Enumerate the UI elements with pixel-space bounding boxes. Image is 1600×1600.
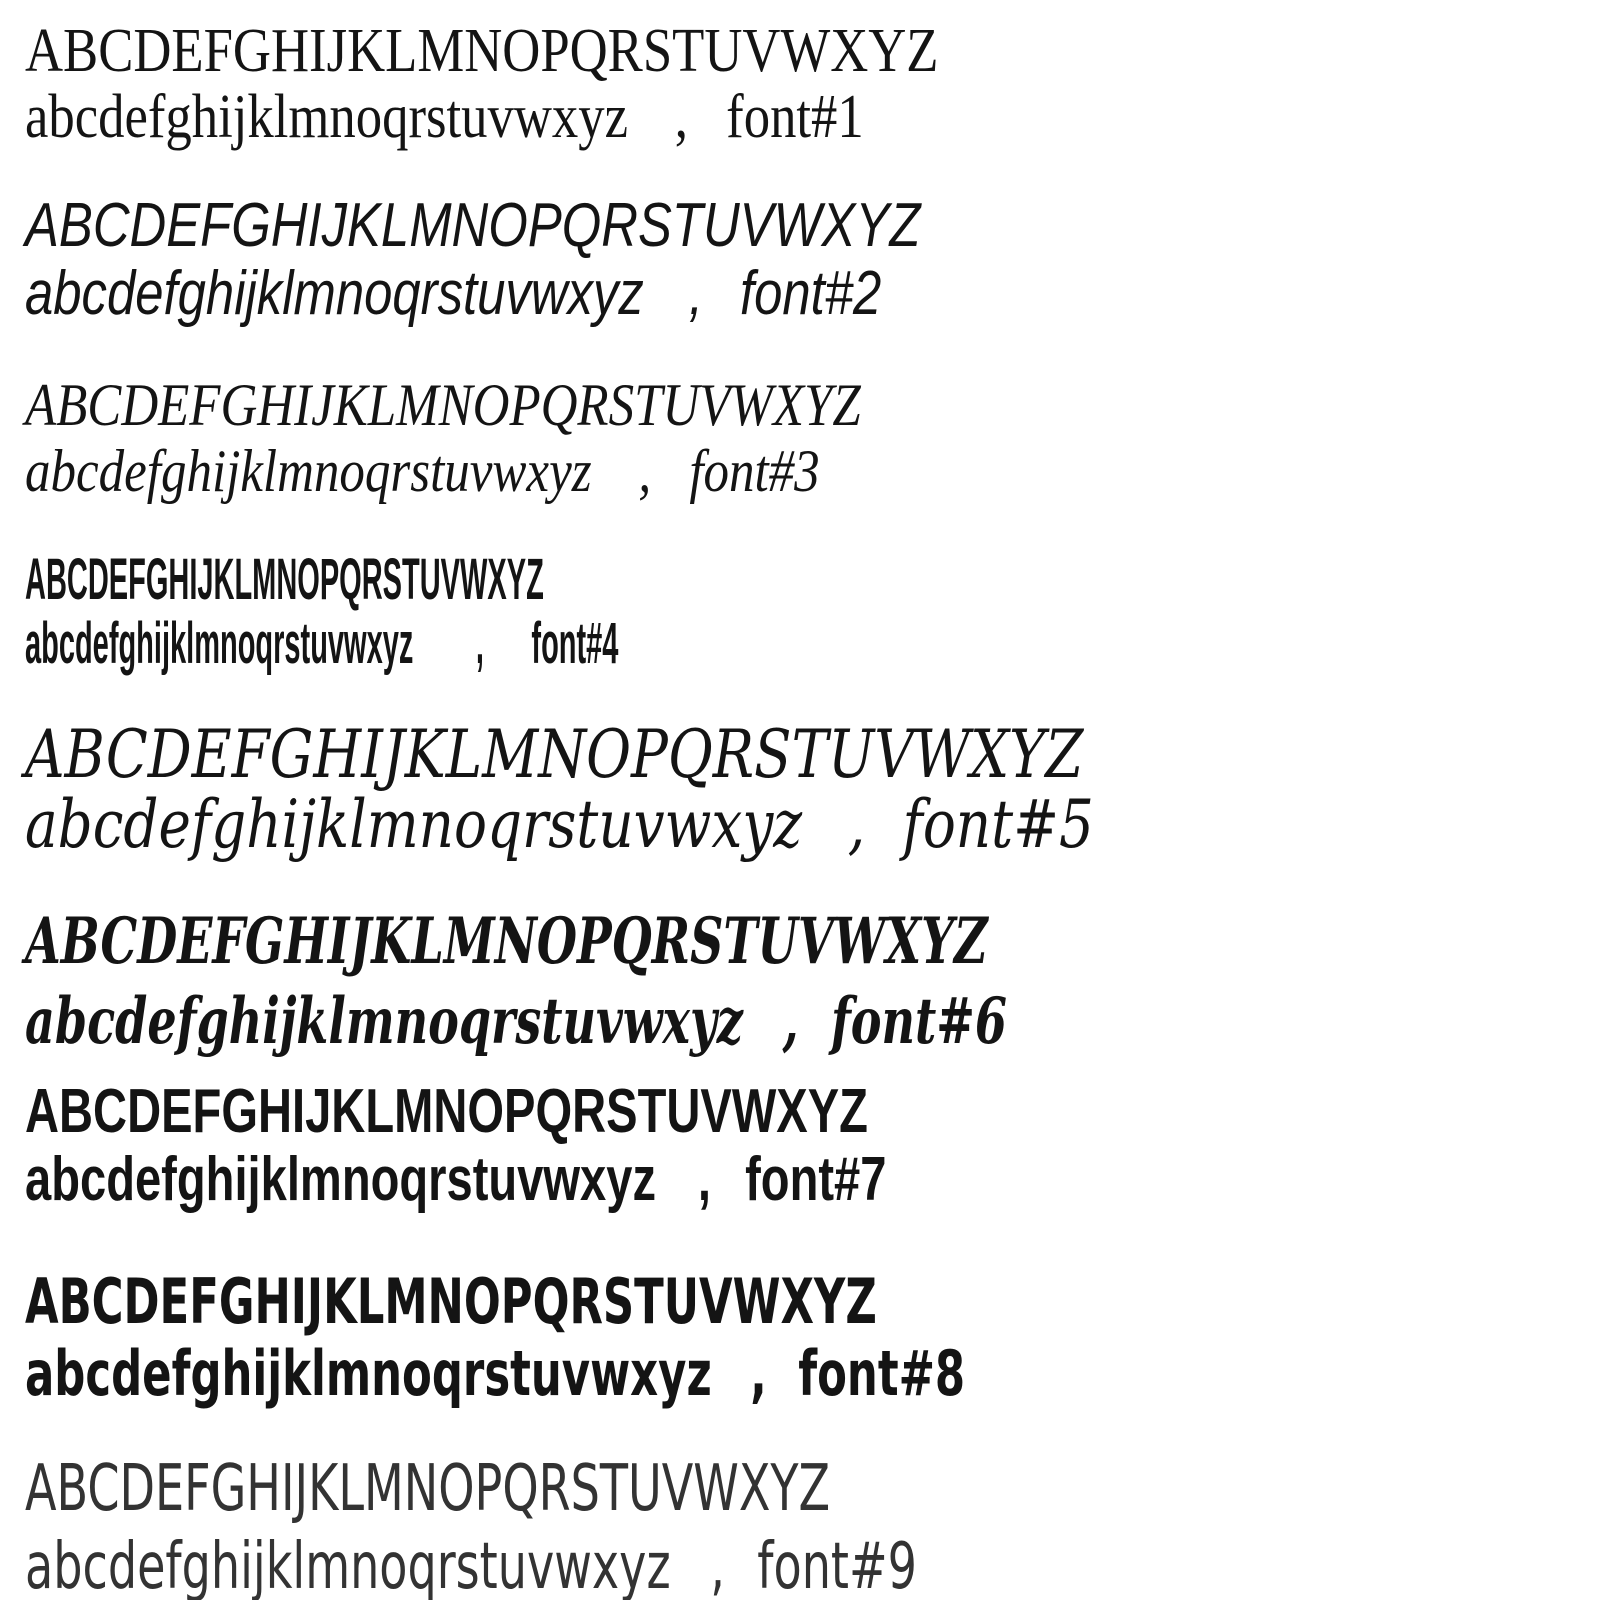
font-sample-5 [25, 716, 1313, 863]
font-sample-3 [25, 372, 1008, 504]
uppercase-alphabet: ABCDEFGHIJKLMNOPQRSTUVWXYZ [25, 1452, 831, 1526]
font-sample-6 [25, 902, 1389, 1062]
font-label: font#4 [531, 611, 619, 676]
font-label: font#1 [726, 83, 864, 151]
uppercase-alphabet: ABCDEFGHIJKLMNOPQRSTUVWXYZ [25, 1077, 868, 1146]
lowercase-alphabet: abcdefghijklmnoqrstuvwxyz [25, 786, 803, 863]
comma-separator: , [638, 438, 652, 504]
font-sample-2 [25, 192, 1117, 328]
uppercase-alphabet: ABCDEFGHIJKLMNOPQRSTUVWXYZ [25, 191, 921, 260]
lowercase-alphabet: abcdefghijklmnoqrstuvwxyz [25, 1337, 712, 1410]
comma-separator: , [710, 1530, 725, 1600]
lowercase-alphabet: abcdefghijklmnoqrstuvwxyz [25, 259, 644, 328]
lowercase-line [25, 786, 1094, 863]
font-label: font#9 [757, 1530, 917, 1600]
font-label: font#3 [689, 438, 820, 504]
lowercase-alphabet: abcdefghijklmnoqrstuvwxyz [25, 984, 743, 1059]
uppercase-alphabet: ABCDEFGHIJKLMNOPQRSTUVWXYZ [25, 547, 544, 612]
font-sample-4 [25, 548, 1212, 676]
lowercase-line [25, 1146, 886, 1214]
lowercase-line [25, 1528, 917, 1600]
font-label: font#6 [830, 984, 1007, 1059]
lowercase-line [25, 612, 618, 676]
uppercase-alphabet: ABCDEFGHIJKLMNOPQRSTUVWXYZ [25, 716, 1084, 793]
comma-separator: , [475, 611, 484, 676]
lowercase-alphabet: abcdefghijklmnoqrstuvwxyz [25, 438, 592, 504]
lowercase-line [25, 438, 861, 504]
comma-separator: , [782, 984, 799, 1059]
lowercase-alphabet: abcdefghijklmnoqrstuvwxyz [25, 1145, 657, 1214]
lowercase-alphabet: abcdefghijklmnoqrstuvwxyz [25, 1530, 671, 1600]
lowercase-alphabet: abcdefghijklmnoqrstuvwxyz [25, 611, 414, 676]
font-label: font#7 [745, 1145, 887, 1214]
font-label: font#5 [902, 786, 1094, 863]
lowercase-line [25, 260, 920, 328]
comma-separator: , [750, 1337, 767, 1410]
font-sample-7 [25, 1078, 1159, 1214]
font-sample-1 [25, 18, 1100, 150]
comma-separator: , [847, 786, 866, 863]
comma-separator: , [697, 1145, 711, 1214]
uppercase-alphabet: ABCDEFGHIJKLMNOPQRSTUVWXYZ [25, 17, 939, 85]
font-sample-9 [25, 1450, 1264, 1600]
lowercase-line [25, 1338, 965, 1410]
lowercase-line [25, 84, 939, 150]
font-label: font#2 [739, 259, 882, 328]
font-label: font#8 [798, 1337, 966, 1410]
uppercase-alphabet: ABCDEFGHIJKLMNOPQRSTUVWXYZ [25, 904, 988, 979]
comma-separator: , [674, 83, 688, 151]
lowercase-alphabet: abcdefghijklmnoqrstuvwxyz [25, 83, 628, 151]
lowercase-line [25, 982, 1007, 1062]
uppercase-alphabet: ABCDEFGHIJKLMNOPQRSTUVWXYZ [25, 372, 861, 438]
comma-separator: , [688, 259, 704, 328]
font-sample-8 [25, 1266, 1368, 1410]
uppercase-alphabet: ABCDEFGHIJKLMNOPQRSTUVWXYZ [25, 1265, 877, 1338]
